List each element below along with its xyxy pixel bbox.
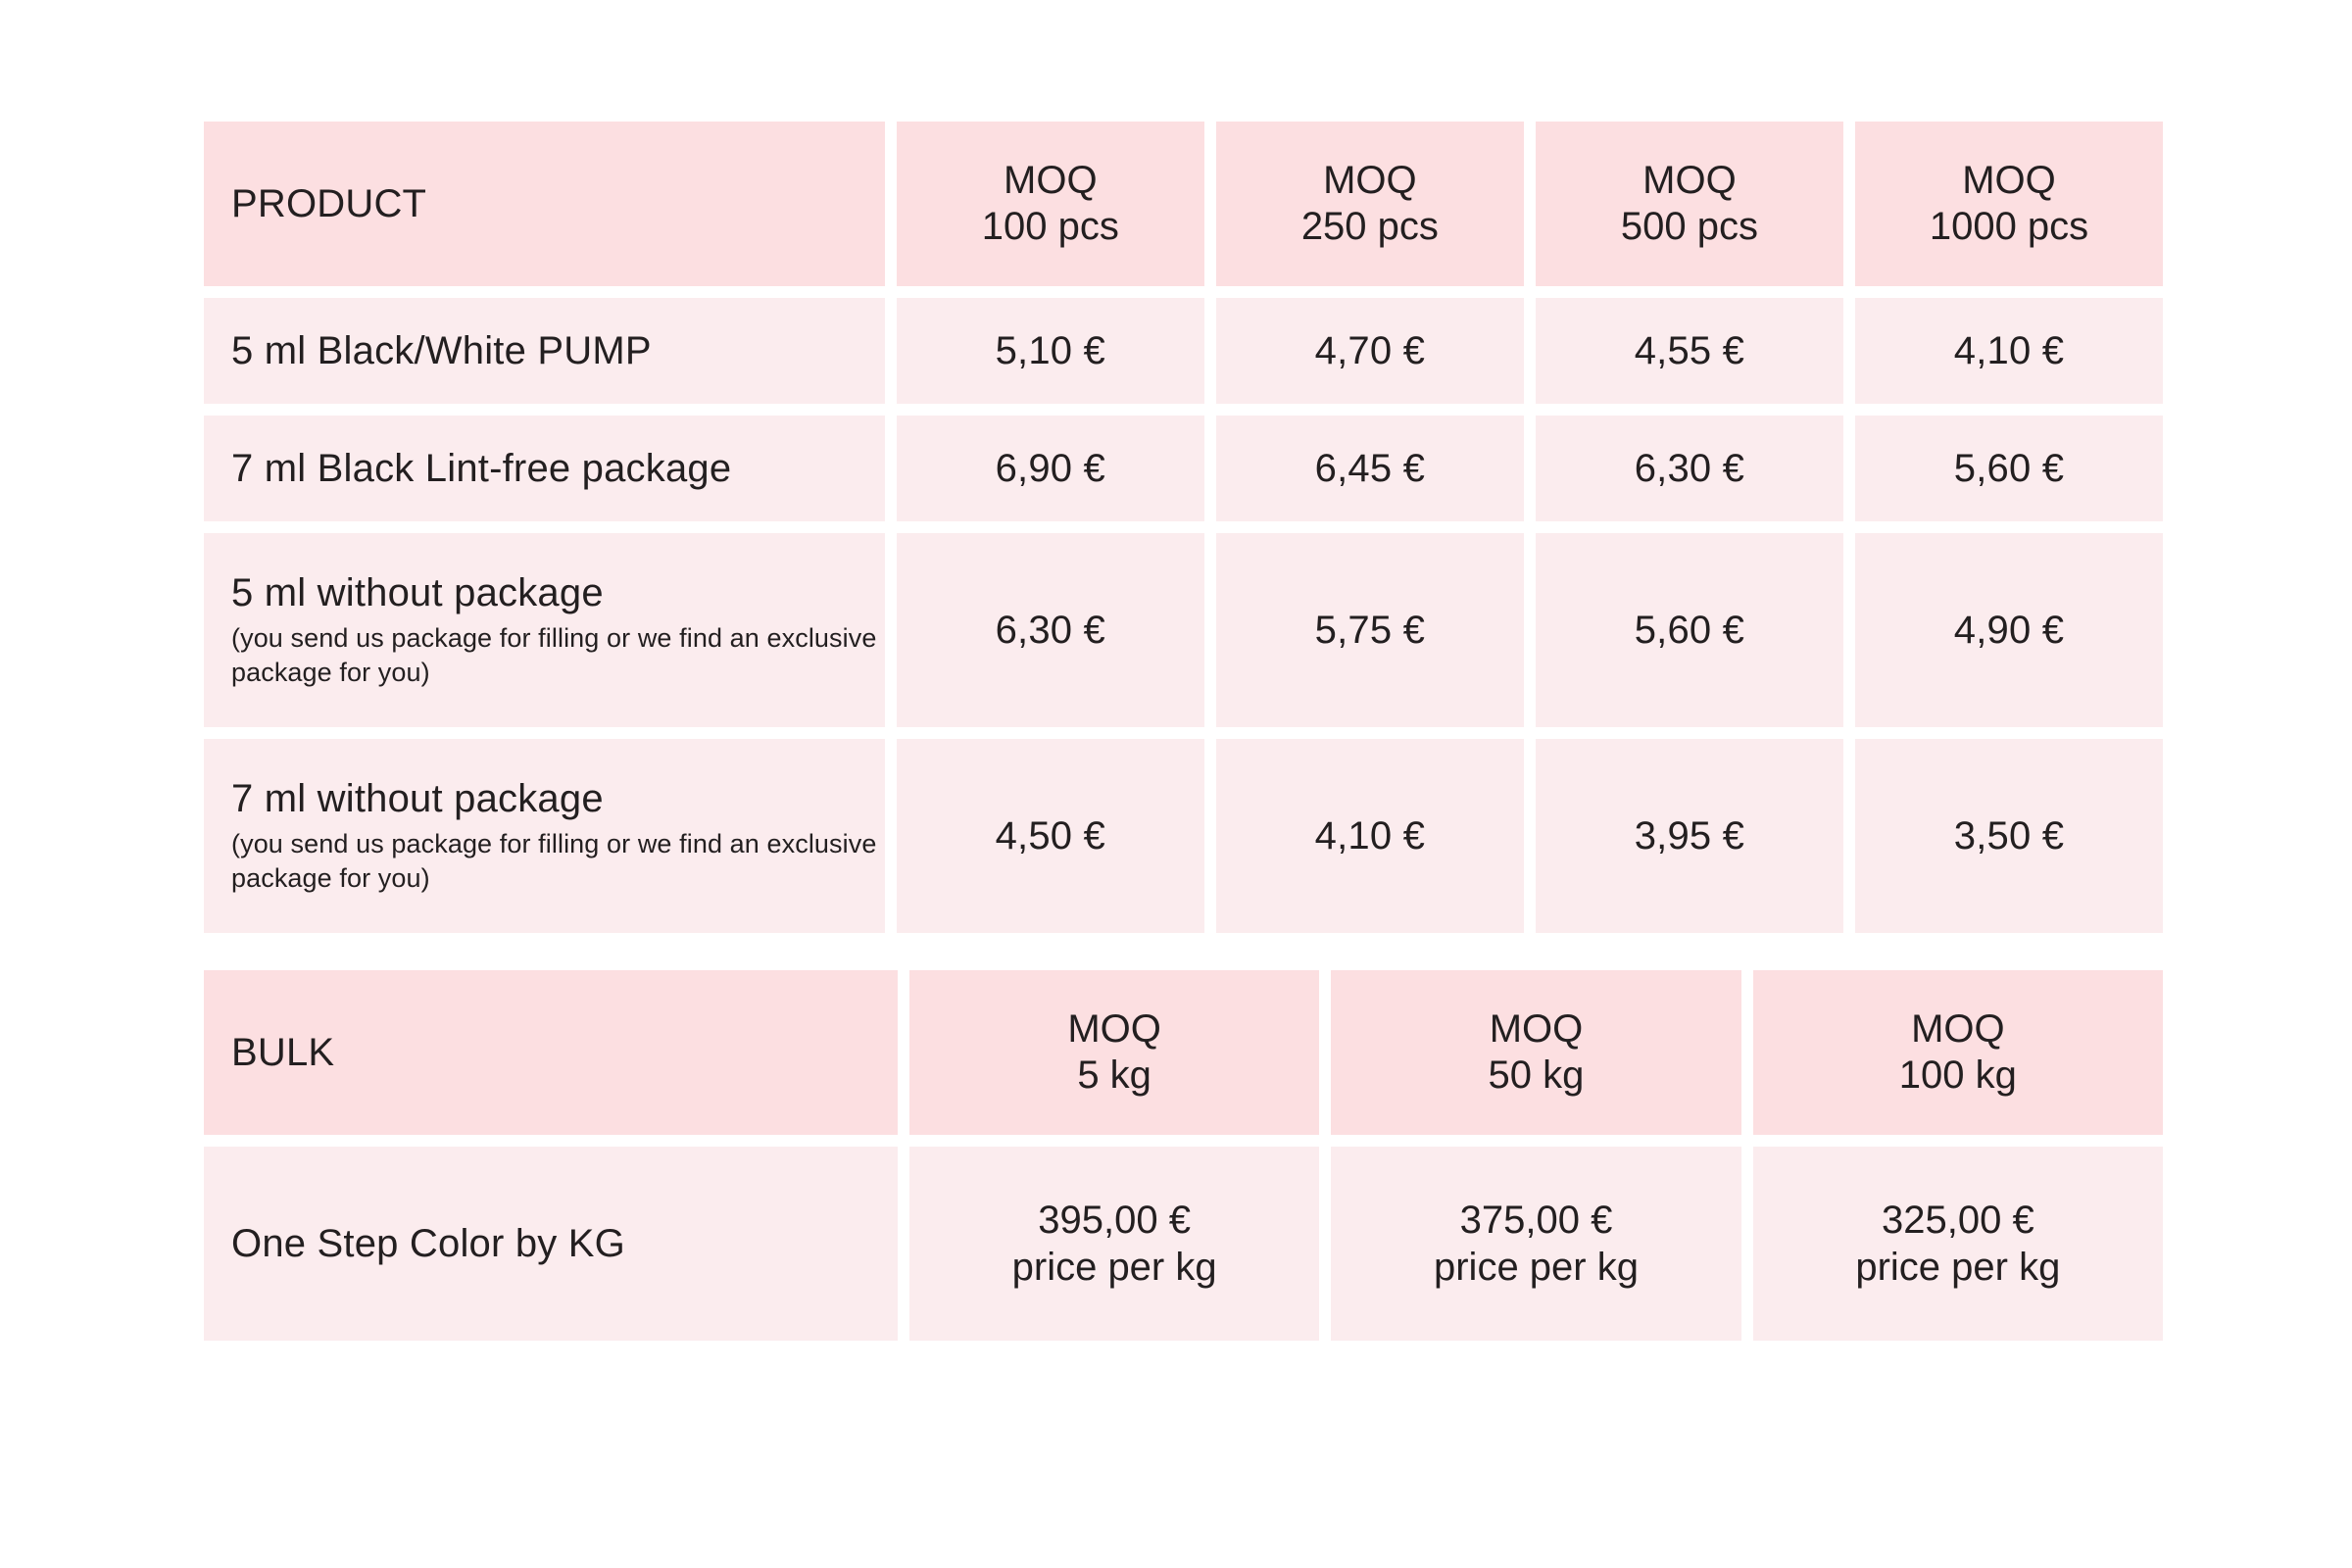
price-cell [909,1147,1319,1341]
price-cell [1855,298,2163,404]
table-row [204,298,2163,404]
product-name: One Step Color by KG [231,1222,625,1265]
product-cell [204,533,885,727]
header-cell-moq-250 [1216,122,1524,286]
price-cell [1331,1147,1740,1341]
product-name: 7 ml without package [231,777,604,821]
table-header-row [204,122,2163,286]
product-name: 7 ml Black Lint-free package [231,447,732,490]
price-cell [1536,298,1843,404]
header-moq-qty: 100 kg [1898,1054,2017,1097]
price-value: 3,95 € [1634,813,1745,858]
price-cell [1855,416,2163,521]
price-cell [1216,298,1524,404]
price-cell [1216,739,1524,933]
header-cell-moq-50kg [1331,970,1740,1135]
header-cell-moq-100kg [1753,970,2163,1135]
header-cell-bulk [204,970,898,1135]
product-note: (you send us package for filling or we find an exclusive package for you) [231,829,877,893]
header-cell-moq-5kg [909,970,1319,1135]
price-cell [1536,416,1843,521]
price-cell [897,416,1204,521]
pricing-tables [204,122,2163,1352]
price-cell [1536,533,1843,727]
price-value: 3,50 € [1953,813,2065,858]
price-cell [1855,739,2163,933]
header-cell-product [204,122,885,286]
price-value: 4,55 € [1634,328,1745,372]
price-value: 4,10 € [1314,813,1426,858]
price-value: 5,10 € [995,328,1106,372]
price-value: 4,70 € [1314,328,1426,372]
header-moq-qty: 250 pcs [1300,205,1439,248]
price-value: 5,60 € [1953,446,2065,490]
bulk-row [204,1147,2163,1341]
price-value: 375,00 € [1459,1199,1613,1242]
product-cell [204,298,885,404]
header-moq-qty: 500 pcs [1620,205,1758,248]
price-cell [897,298,1204,404]
price-value: 5,75 € [1314,608,1426,652]
header-moq-label: MOQ [1911,1006,2005,1051]
header-moq-qty: 5 kg [1077,1054,1152,1097]
price-unit: price per kg [1855,1246,2061,1289]
bulk-header-row [204,970,2163,1135]
price-cell [1216,533,1524,727]
price-value: 6,30 € [1634,446,1745,490]
header-moq-qty: 100 pcs [981,205,1119,248]
product-cell [204,1147,898,1341]
price-cell [1536,739,1843,933]
price-cell [1216,416,1524,521]
price-unit: price per kg [1011,1246,1217,1289]
product-name: 5 ml Black/White PUMP [231,329,652,372]
price-unit: price per kg [1433,1246,1639,1289]
price-cell [1753,1147,2163,1341]
price-cell [897,739,1204,933]
product-cell [204,416,885,521]
header-moq-label: MOQ [1067,1006,1161,1051]
table-row [204,533,2163,727]
header-moq-label: MOQ [1004,158,1098,202]
price-value: 6,90 € [995,446,1106,490]
product-note: (you send us package for filling or we find an exclusive package for you) [231,623,877,687]
price-value: 4,90 € [1953,608,2065,652]
header-moq-label: MOQ [1962,158,2056,202]
header-moq-qty: 1000 pcs [1929,205,2089,248]
header-cell-moq-1000 [1855,122,2163,286]
price-value: 325,00 € [1881,1199,2034,1242]
table-row [204,739,2163,933]
header-moq-label: MOQ [1489,1006,1584,1051]
header-moq-qty: 50 kg [1488,1054,1585,1097]
table-gap [204,945,2163,970]
header-product-label: PRODUCT [231,181,427,225]
price-value: 5,60 € [1634,608,1745,652]
table-row [204,416,2163,521]
header-moq-label: MOQ [1642,158,1737,202]
header-moq-label: MOQ [1323,158,1417,202]
price-value: 4,10 € [1953,328,2065,372]
price-cell [1855,533,2163,727]
price-value: 6,30 € [995,608,1106,652]
price-value: 395,00 € [1038,1199,1191,1242]
header-cell-moq-100 [897,122,1204,286]
header-cell-moq-500 [1536,122,1843,286]
header-bulk-label: BULK [231,1030,335,1074]
product-name: 5 ml without package [231,571,604,615]
price-value: 6,45 € [1314,446,1426,490]
product-cell [204,739,885,933]
price-cell [897,533,1204,727]
price-value: 4,50 € [995,813,1106,858]
